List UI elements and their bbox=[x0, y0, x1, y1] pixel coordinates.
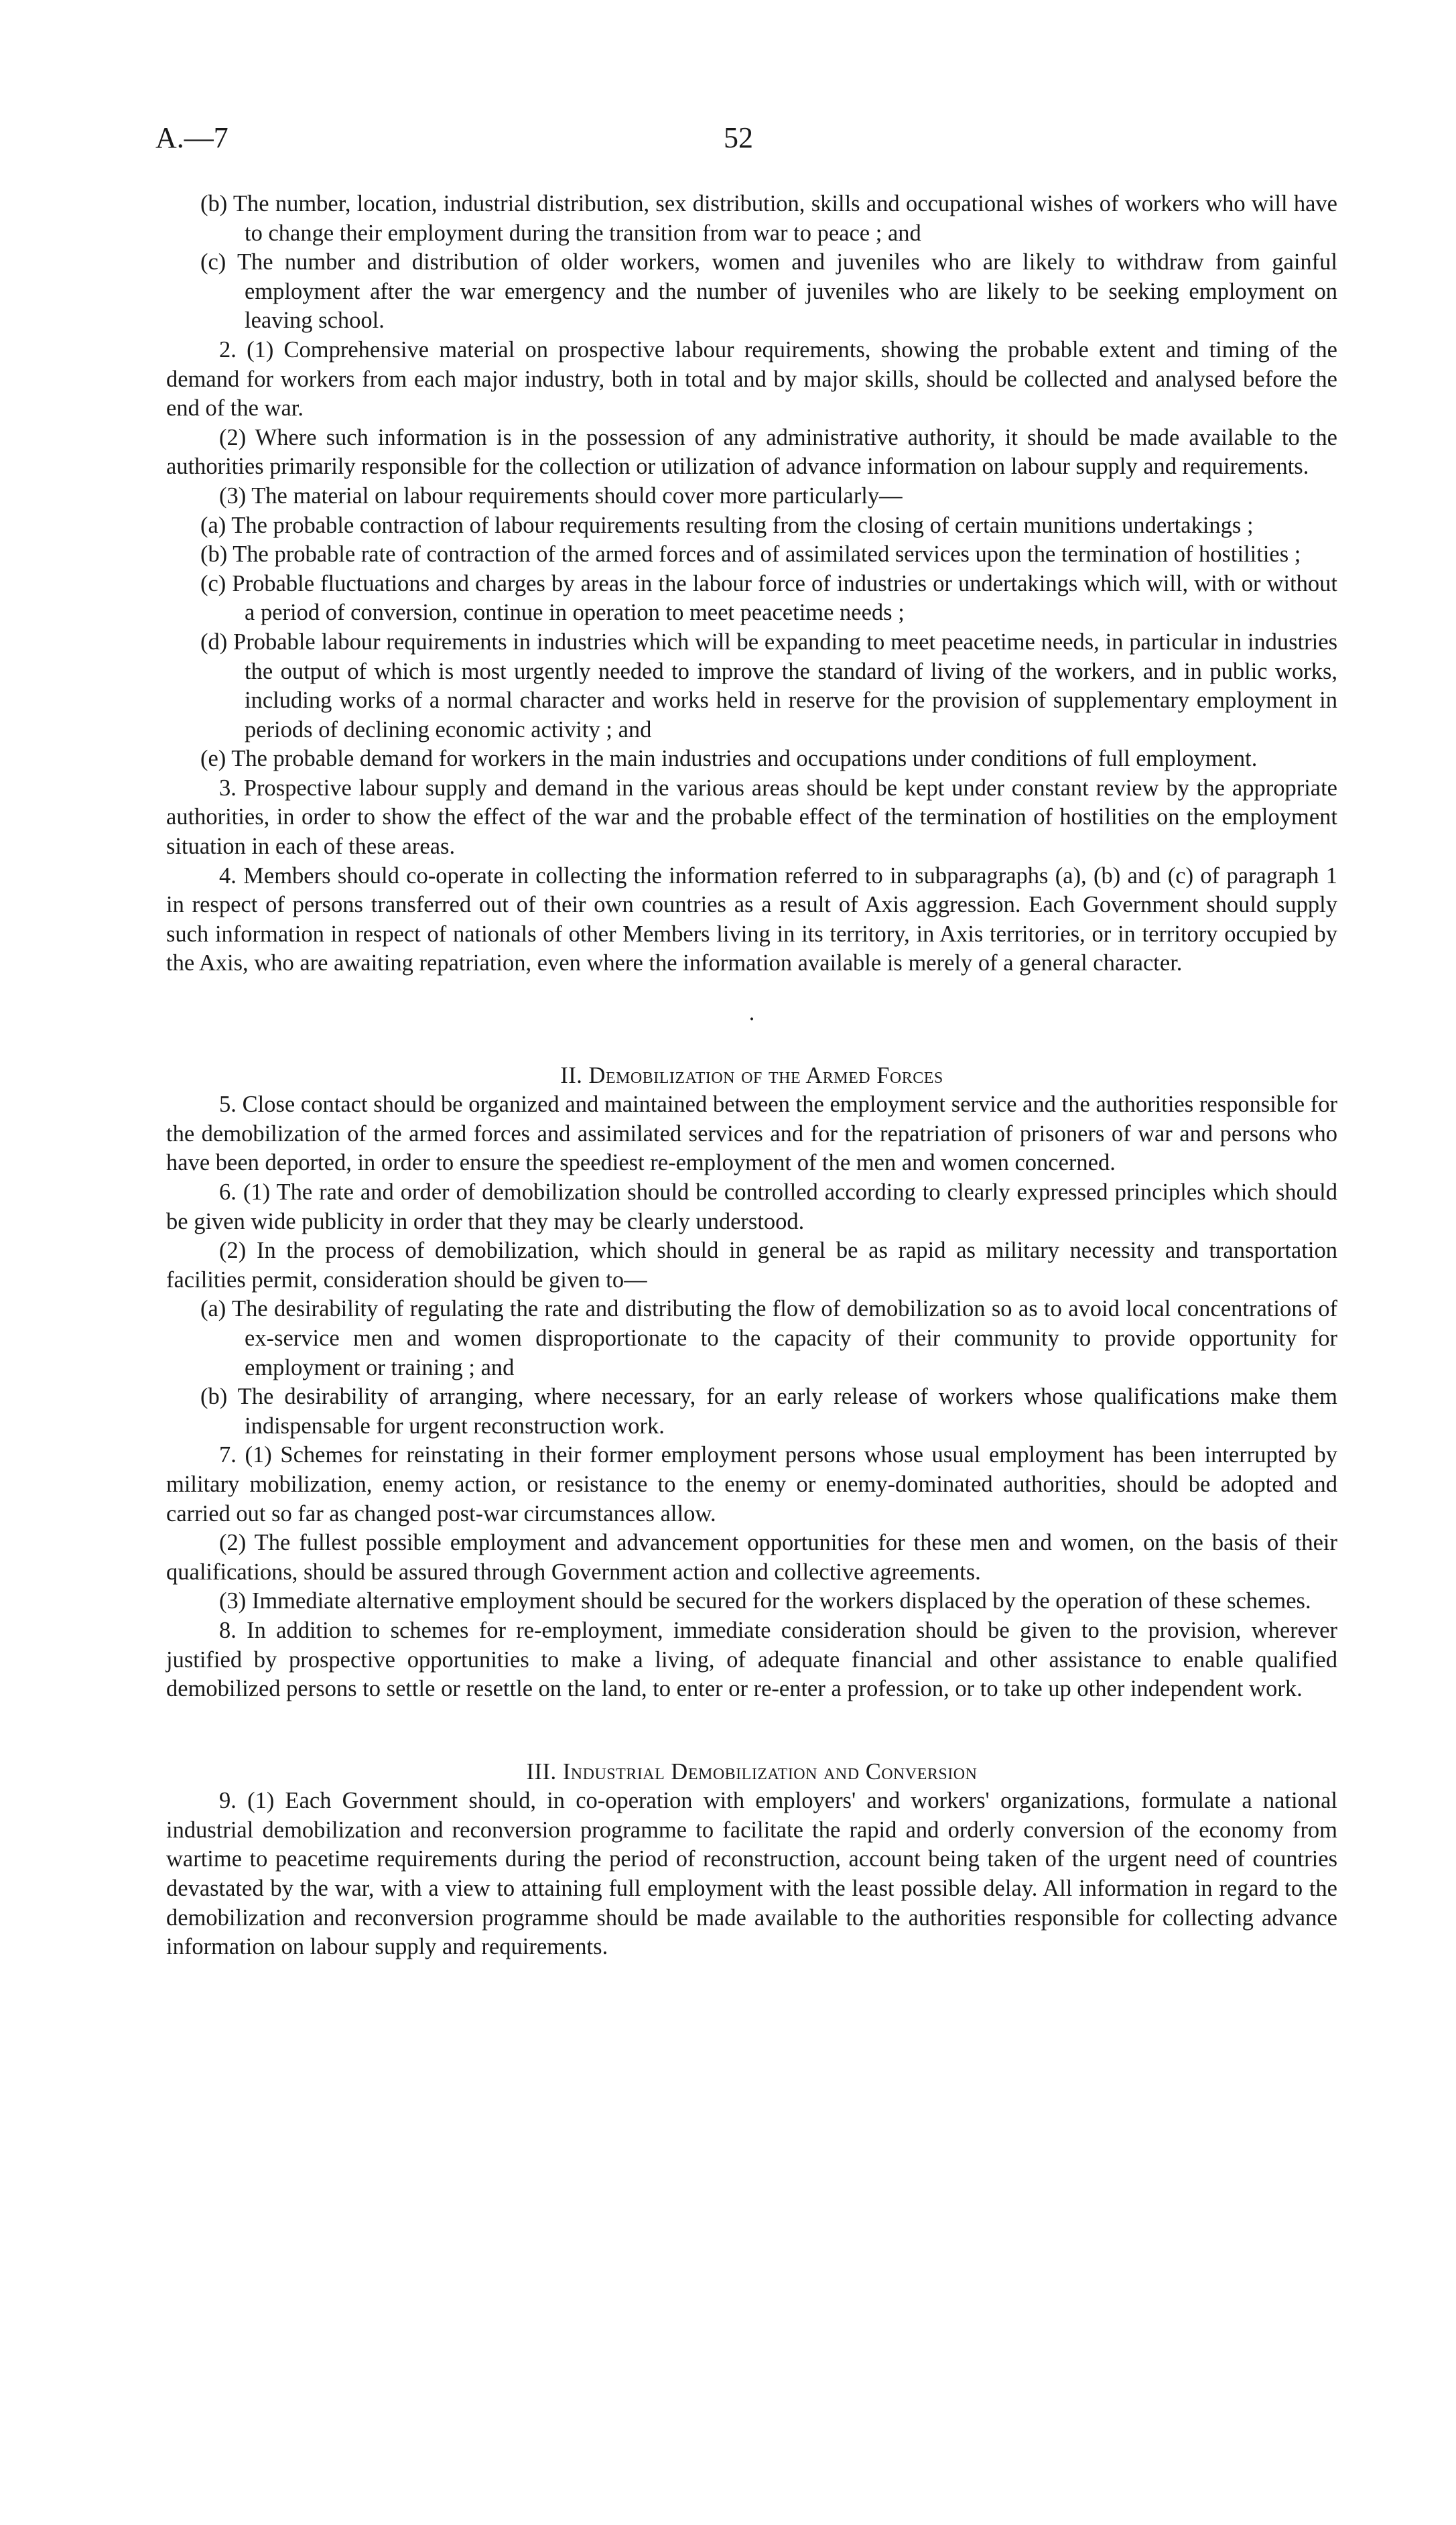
item-2e: (e) The probable demand for workers in the main industries and occupations under conditions of full employment. bbox=[200, 746, 1258, 772]
document-reference: A.—7 bbox=[155, 121, 228, 154]
paragraph-9: 9. (1) Each Government should, in co-operation with employers' and workers' organizations, formulate a national industrial demobilization and reconversion programme to facilitate the rapid and orderly conversion of the economy from wartime to peacetime requirements during the period of reconstruction, account being taken of the urgent need of countries devastated by the war, with a view to attaining full employment with the least possible delay. All information in regard to the demobilization and reconversion programme should be made available to the authorities responsible for collecting advance information on labour supply and requirements. bbox=[166, 1788, 1337, 1960]
section-title-3: Industrial Demobilization and Conversion bbox=[562, 1758, 978, 1785]
paragraph-7-1: 7. (1) Schemes for reinstating in their former employment persons whose usual employment has been interrupted by military mobilization, enemy action, or resistance to the enemy or enemy-dominated authorities, should be adopted and carried out so far as changed post-war circumstances allow. bbox=[166, 1442, 1337, 1527]
item-2b: (b) The probable rate of contraction of the armed forces and of assimilated services upon the termination of hostilities ; bbox=[200, 541, 1301, 568]
item-b: (b) The number, location, industrial distribution, sex distribution, skills and occupational wishes of workers who will have to change their employment during the transition from war to peace ; and bbox=[200, 191, 1337, 246]
paragraph-6-1: 6. (1) The rate and order of demobilization should be controlled according to clearly expressed principles which should be given wide publicity in order that they may be clearly understood. bbox=[166, 1179, 1337, 1234]
page-number: 52 bbox=[724, 121, 753, 154]
paragraph-6-2: (2) In the process of demobilization, which should in general be as rapid as military necessity and transportation facilities permit, consideration should be given to— bbox=[166, 1238, 1337, 1293]
paragraph-2-3: (3) The material on labour requirements should cover more particularly— bbox=[219, 482, 903, 509]
page-header bbox=[0, 121, 1456, 161]
paragraph-2-2: (2) Where such information is in the possession of any administrative authority, it should be made available to the authorities primarily responsible for the collection or utilization of advance information on labour supply and requirements. bbox=[166, 424, 1337, 480]
paragraph-5: 5. Close contact should be organized and maintained between the employment service and the authorities responsible for the demobilization of the armed forces and assimilated services and for the repatriation of prisoners of war and persons who have been deported, in order to ensure the speediest re-employment of the men and women concerned. bbox=[166, 1092, 1337, 1176]
paragraph-3: 3. Prospective labour supply and demand in the various areas should be kept under constant review by the appropriate authorities, in order to show the effect of the war and the probable effect of the termination of hostilities on the employment situation in each of these areas. bbox=[166, 775, 1337, 860]
item-c: (c) The number and distribution of older workers, women and juveniles who are likely to withdraw from gainful employment after the war emergency and the number of juveniles who are likely to be seeking employment on leaving school. bbox=[200, 249, 1337, 334]
paragraph-7-2: (2) The fullest possible employment and advancement opportunities for these men and women, on the basis of their qualifications, should be assured through Government action and collective agreements. bbox=[166, 1530, 1337, 1585]
separator-dot: · bbox=[748, 1007, 756, 1033]
section-heading-2 bbox=[166, 1061, 1337, 1091]
paragraph-8: 8. In addition to schemes for re-employment, immediate consideration should be given to the provision, wherever justified by prospective opportunities to make a living, of adequate financial and other assistance to enable qualified demobilized persons to settle or resettle on the land, to enter or re-enter a profession, or to take up other independent work. bbox=[166, 1617, 1337, 1702]
section-numeral-2: II. bbox=[560, 1062, 583, 1088]
paragraph-4: 4. Members should co-operate in collecting the information referred to in subparagraphs (a), (b) and (c) of paragraph 1 in respect of persons transferred out of their own countries as a result of Axis aggression. Each Government should supply such information in respect of nationals of other Members living in its territory, in Axis territories, or in territory occupied by the Axis, who are awaiting repatriation, even where the information available is merely of a general character. bbox=[166, 862, 1337, 976]
section-heading-3 bbox=[166, 1758, 1337, 1787]
section-numeral-3: III. bbox=[526, 1758, 557, 1785]
paragraph-2-1: 2. (1) Comprehensive material on prospective labour requirements, showing the probable extent and timing of the demand for workers from each major industry, both in total and by major skills, should be collected and analysed before the end of the war. bbox=[166, 336, 1337, 422]
section-title-2: Demobilization of the Armed Forces bbox=[588, 1062, 943, 1088]
item-6b: (b) The desirability of arranging, where necessary, for an early release of workers whose qualifications make them indispensable for urgent reconstruction work. bbox=[200, 1384, 1337, 1439]
paragraph-7-3: (3) Immediate alternative employment should be secured for the workers displaced by the operation of these schemes. bbox=[219, 1588, 1311, 1614]
item-2d: (d) Probable labour requirements in industries which will be expanding to meet peacetime needs, in particular in industries the output of which is most urgently needed to improve the standard of living of the workers, and in public works, including works of a normal character and works held in reserve for the provision of supplementary employment in periods of declining economic activity ; and bbox=[200, 629, 1337, 742]
item-2a: (a) The probable contraction of labour requirements resulting from the closing of certain munitions undertakings ; bbox=[200, 512, 1254, 538]
item-6a: (a) The desirability of regulating the rate and distributing the flow of demobilization so as to avoid local concentrations of ex-service men and women disproportionate to the capacity of their community to provide opportunity for employment or training ; and bbox=[200, 1296, 1337, 1380]
item-2c: (c) Probable fluctuations and charges by areas in the labour force of industries or undertakings which will, with or without a period of conversion, continue in operation to meet peacetime needs ; bbox=[200, 570, 1337, 626]
page-body bbox=[166, 190, 1337, 1962]
